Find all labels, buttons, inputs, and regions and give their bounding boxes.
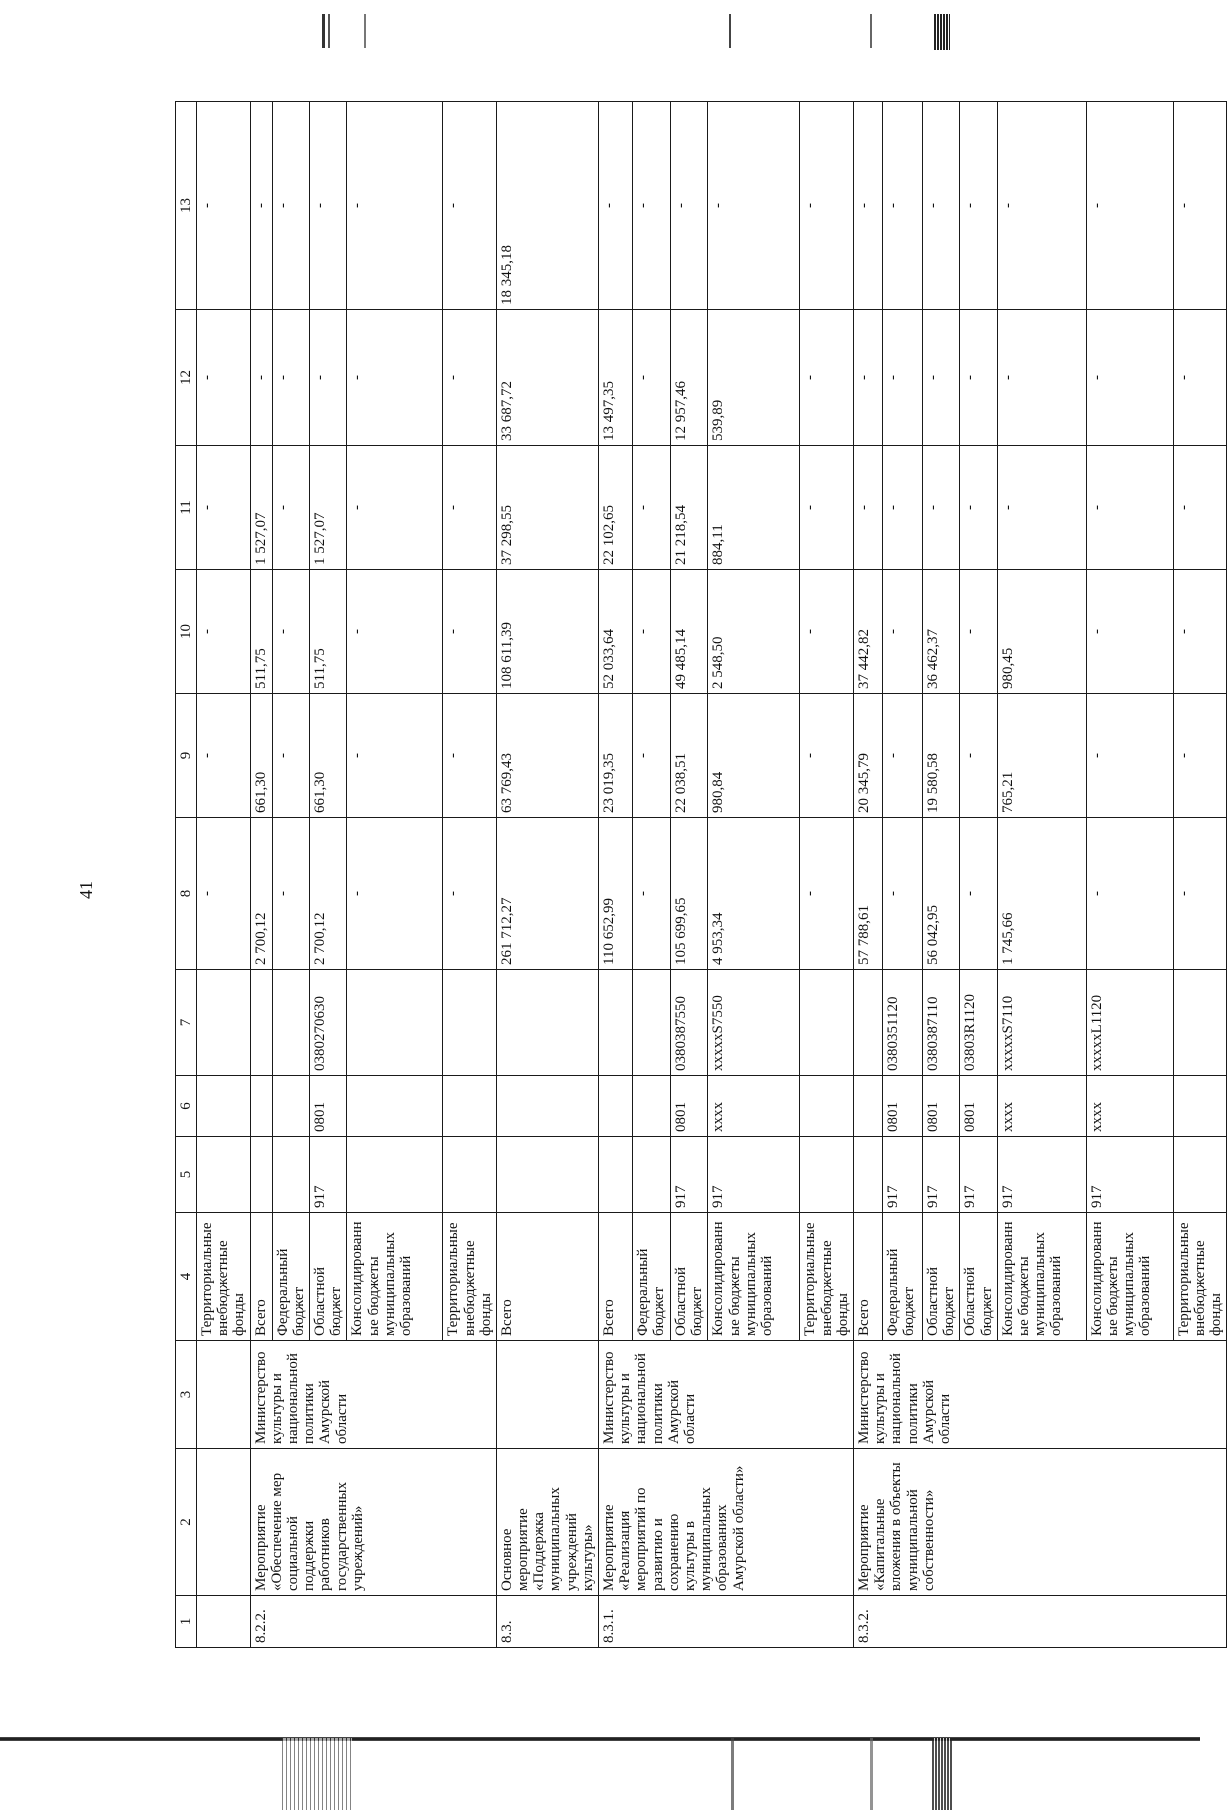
item-number: 8.3.1. — [599, 1596, 854, 1648]
value-cell: - — [853, 446, 882, 570]
value-cell: - — [882, 570, 922, 694]
cell — [853, 1137, 882, 1213]
value-cell: - — [800, 818, 854, 970]
header-cell: 4 — [176, 1213, 197, 1341]
value-cell: - — [633, 446, 671, 570]
value-cell: - — [1173, 446, 1227, 570]
value-cell: 13 497,35 — [599, 310, 633, 446]
cell — [347, 970, 443, 1076]
value-cell: 37 298,55 — [496, 446, 598, 570]
value-cell: - — [197, 694, 251, 818]
header-cell: 9 — [176, 694, 197, 818]
scan-mark — [364, 14, 366, 48]
value-cell: 1 527,07 — [250, 446, 272, 570]
value-cell: - — [882, 102, 922, 310]
value-cell: - — [997, 446, 1086, 570]
source-cell: Всего — [250, 1213, 272, 1341]
cell — [496, 970, 598, 1076]
budget-table-container — [175, 102, 1225, 1648]
cell: 917 — [309, 1137, 346, 1213]
value-cell: - — [633, 694, 671, 818]
cell: 917 — [708, 1137, 800, 1213]
value-cell: - — [633, 310, 671, 446]
cell — [853, 1076, 882, 1137]
value-cell: - — [853, 102, 882, 310]
cell: 0380387110 — [922, 970, 959, 1076]
value-cell: - — [347, 102, 443, 310]
value-cell: 56 042,95 — [922, 818, 959, 970]
source-cell: Всего — [496, 1213, 598, 1341]
cell — [800, 970, 854, 1076]
header-row — [176, 102, 197, 1648]
cell: xxxxxS7550 — [708, 970, 800, 1076]
value-cell: - — [309, 310, 346, 446]
value-cell: 18 345,18 — [496, 102, 598, 310]
header-cell: 3 — [176, 1341, 197, 1449]
value-cell: - — [347, 818, 443, 970]
cell: 0801 — [671, 1076, 708, 1137]
value-cell: - — [443, 818, 497, 970]
value-cell: - — [800, 694, 854, 818]
value-cell: 4 953,34 — [708, 818, 800, 970]
cell — [197, 1596, 251, 1648]
value-cell: - — [997, 102, 1086, 310]
cell: 0801 — [309, 1076, 346, 1137]
cell — [197, 1449, 251, 1596]
value-cell: 511,75 — [309, 570, 346, 694]
value-cell: 661,30 — [309, 694, 346, 818]
source-cell: Областной бюджет — [671, 1213, 708, 1341]
cell — [250, 1076, 272, 1137]
source-cell: Федеральный бюджет — [272, 1213, 309, 1341]
value-cell: - — [922, 446, 959, 570]
value-cell: - — [599, 102, 633, 310]
value-cell: 22 102,65 — [599, 446, 633, 570]
value-cell: - — [1173, 818, 1227, 970]
value-cell: - — [633, 102, 671, 310]
cell: xxxx — [708, 1076, 800, 1137]
cell — [599, 970, 633, 1076]
source-cell: Территориальные внебюджетные фонды — [800, 1213, 854, 1341]
value-cell: - — [443, 310, 497, 446]
value-cell: - — [960, 102, 997, 310]
value-cell: - — [853, 310, 882, 446]
table-row — [496, 102, 598, 1648]
value-cell: 36 462,37 — [922, 570, 959, 694]
item-number: 8.3.2. — [853, 1596, 1226, 1648]
executor: Министерство культуры и национальной политики Амурской области — [599, 1341, 854, 1449]
value-cell: 110 652,99 — [599, 818, 633, 970]
value-cell: - — [250, 102, 272, 310]
value-cell: - — [250, 310, 272, 446]
cell — [800, 1076, 854, 1137]
header-cell: 13 — [176, 102, 197, 310]
cell — [496, 1076, 598, 1137]
value-cell: - — [197, 102, 251, 310]
value-cell: 19 580,58 — [922, 694, 959, 818]
value-cell: - — [197, 570, 251, 694]
value-cell: 63 769,43 — [496, 694, 598, 818]
table-row — [853, 102, 882, 1648]
value-cell: - — [633, 570, 671, 694]
value-cell: - — [1086, 570, 1173, 694]
header-cell: 8 — [176, 818, 197, 970]
value-cell: 22 038,51 — [671, 694, 708, 818]
cell — [800, 1137, 854, 1213]
value-cell: 105 699,65 — [671, 818, 708, 970]
value-cell: - — [882, 446, 922, 570]
cell — [197, 970, 251, 1076]
cell — [1173, 970, 1227, 1076]
scan-mark — [322, 14, 325, 48]
value-cell: - — [272, 310, 309, 446]
scan-artifact-top — [0, 0, 1200, 60]
item-number: 8.2.2. — [250, 1596, 496, 1648]
value-cell: - — [882, 310, 922, 446]
scan-mark — [729, 14, 731, 48]
cell — [250, 970, 272, 1076]
item-name: Мероприятие «Реализация мероприятий по развитию и сохранению культуры в муниципальных образованиях Амурской области» — [599, 1449, 854, 1596]
value-cell: - — [800, 446, 854, 570]
cell — [443, 1137, 497, 1213]
source-cell: Федеральный бюджет — [882, 1213, 922, 1341]
source-cell: Областной бюджет — [309, 1213, 346, 1341]
table-row — [250, 102, 272, 1648]
table-row — [197, 102, 251, 1648]
cell: 917 — [997, 1137, 1086, 1213]
value-cell: - — [443, 694, 497, 818]
value-cell: - — [272, 446, 309, 570]
source-cell: Областной бюджет — [922, 1213, 959, 1341]
executor: Министерство культуры и национальной политики Амурской области — [250, 1341, 496, 1449]
value-cell: - — [309, 102, 346, 310]
value-cell: 52 033,64 — [599, 570, 633, 694]
cell — [197, 1341, 251, 1449]
value-cell: - — [800, 310, 854, 446]
cell — [599, 1076, 633, 1137]
value-cell: 980,45 — [997, 570, 1086, 694]
value-cell: 33 687,72 — [496, 310, 598, 446]
value-cell: 108 611,39 — [496, 570, 598, 694]
source-cell: Консолидированные бюджеты муниципальных образований — [708, 1213, 800, 1341]
cell — [599, 1137, 633, 1213]
scan-mark — [870, 14, 872, 48]
value-cell: 661,30 — [250, 694, 272, 818]
cell — [633, 1137, 671, 1213]
value-cell: - — [347, 310, 443, 446]
item-number: 8.3. — [496, 1596, 598, 1648]
value-cell: - — [443, 102, 497, 310]
value-cell: 1 527,07 — [309, 446, 346, 570]
value-cell: - — [960, 694, 997, 818]
item-name: Мероприятие «Обеспечение мер социальной поддержки работников государственных учреждений» — [250, 1449, 496, 1596]
value-cell: 23 019,35 — [599, 694, 633, 818]
source-cell: Консолидированные бюджеты муниципальных образований — [1086, 1213, 1173, 1341]
source-cell: Консолидированные бюджеты муниципальных образований — [347, 1213, 443, 1341]
cell: 917 — [882, 1137, 922, 1213]
source-cell: Всего — [599, 1213, 633, 1341]
cell: xxxx — [997, 1076, 1086, 1137]
cell — [496, 1137, 598, 1213]
header-cell: 7 — [176, 970, 197, 1076]
value-cell: - — [443, 570, 497, 694]
value-cell: 765,21 — [997, 694, 1086, 818]
cell — [272, 1137, 309, 1213]
header-cell: 5 — [176, 1137, 197, 1213]
value-cell: 57 788,61 — [853, 818, 882, 970]
value-cell: - — [1173, 310, 1227, 446]
value-cell: - — [1086, 102, 1173, 310]
value-cell: 2 548,50 — [708, 570, 800, 694]
value-cell: - — [1086, 694, 1173, 818]
value-cell: - — [1086, 818, 1173, 970]
header-cell: 11 — [176, 446, 197, 570]
value-cell: - — [272, 694, 309, 818]
cell: 0801 — [922, 1076, 959, 1137]
value-cell: 2 700,12 — [309, 818, 346, 970]
header-cell: 12 — [176, 310, 197, 446]
cell: 0801 — [882, 1076, 922, 1137]
value-cell: - — [1086, 310, 1173, 446]
cell — [443, 1076, 497, 1137]
scan-mark — [870, 1738, 873, 1810]
value-cell: 1 745,66 — [997, 818, 1086, 970]
source-cell: Территориальные внебюджетные фонды — [197, 1213, 251, 1341]
cell: 0380351120 — [882, 970, 922, 1076]
value-cell: - — [882, 694, 922, 818]
cell: 917 — [1086, 1137, 1173, 1213]
value-cell: - — [960, 310, 997, 446]
cell — [1173, 1076, 1227, 1137]
executor — [496, 1341, 598, 1449]
value-cell: 20 345,79 — [853, 694, 882, 818]
cell: 917 — [671, 1137, 708, 1213]
header-cell: 1 — [176, 1596, 197, 1648]
value-cell: - — [922, 310, 959, 446]
cell: 03803R1120 — [960, 970, 997, 1076]
value-cell: - — [922, 102, 959, 310]
source-cell: Консолидированные бюджеты муниципальных образований — [997, 1213, 1086, 1341]
value-cell: 37 442,82 — [853, 570, 882, 694]
value-cell: - — [633, 818, 671, 970]
cell: 0801 — [960, 1076, 997, 1137]
value-cell: - — [197, 446, 251, 570]
cell — [197, 1076, 251, 1137]
executor: Министерство культуры и национальной политики Амурской области — [853, 1341, 1226, 1449]
source-cell: Всего — [853, 1213, 882, 1341]
cell: xxxxxL1120 — [1086, 970, 1173, 1076]
value-cell: 49 485,14 — [671, 570, 708, 694]
value-cell: - — [997, 310, 1086, 446]
value-cell: - — [1173, 694, 1227, 818]
budget-table — [175, 101, 1227, 1648]
cell: xxxx — [1086, 1076, 1173, 1137]
value-cell: - — [800, 102, 854, 310]
cell — [443, 970, 497, 1076]
cell — [633, 1076, 671, 1137]
scan-mark — [731, 1738, 734, 1810]
value-cell: - — [960, 818, 997, 970]
value-cell: - — [347, 446, 443, 570]
header-cell: 10 — [176, 570, 197, 694]
scan-mark — [934, 14, 950, 50]
source-cell: Федеральный бюджет — [633, 1213, 671, 1341]
value-cell: - — [960, 570, 997, 694]
cell: 917 — [960, 1137, 997, 1213]
value-cell: - — [347, 694, 443, 818]
scan-mark — [282, 1738, 352, 1810]
value-cell: - — [1086, 446, 1173, 570]
value-cell: 980,84 — [708, 694, 800, 818]
table-row — [599, 102, 633, 1648]
value-cell: - — [272, 818, 309, 970]
cell — [347, 1076, 443, 1137]
value-cell: - — [708, 102, 800, 310]
header-cell: 2 — [176, 1449, 197, 1596]
cell — [853, 970, 882, 1076]
scan-mark — [328, 14, 330, 48]
value-cell: - — [800, 570, 854, 694]
value-cell: 21 218,54 — [671, 446, 708, 570]
value-cell: - — [1173, 102, 1227, 310]
item-name: Основное мероприятие «Поддержка муниципальных учреждений культуры» — [496, 1449, 598, 1596]
cell: 0380387550 — [671, 970, 708, 1076]
source-cell: Территориальные внебюджетные фонды — [443, 1213, 497, 1341]
value-cell: - — [960, 446, 997, 570]
value-cell: - — [272, 570, 309, 694]
value-cell: 884,11 — [708, 446, 800, 570]
scan-mark — [932, 1738, 952, 1810]
value-cell: - — [197, 310, 251, 446]
value-cell: - — [882, 818, 922, 970]
cell: 0380270630 — [309, 970, 346, 1076]
value-cell: - — [347, 570, 443, 694]
cell — [633, 970, 671, 1076]
value-cell: 12 957,46 — [671, 310, 708, 446]
cell: xxxxxS7110 — [997, 970, 1086, 1076]
value-cell: - — [443, 446, 497, 570]
cell — [1173, 1137, 1227, 1213]
value-cell: 2 700,12 — [250, 818, 272, 970]
header-cell: 6 — [176, 1076, 197, 1137]
cell: 917 — [922, 1137, 959, 1213]
scan-fold-line — [0, 1737, 1200, 1741]
cell — [347, 1137, 443, 1213]
cell — [272, 970, 309, 1076]
value-cell: - — [671, 102, 708, 310]
value-cell: 261 712,27 — [496, 818, 598, 970]
value-cell: 511,75 — [250, 570, 272, 694]
page-number: 41 — [76, 881, 96, 899]
value-cell: - — [197, 818, 251, 970]
item-name: Мероприятие «Капитальные вложения в объекты муниципальной собственности» — [853, 1449, 1226, 1596]
source-cell: Областной бюджет — [960, 1213, 997, 1341]
cell — [197, 1137, 251, 1213]
cell — [250, 1137, 272, 1213]
value-cell: - — [272, 102, 309, 310]
source-cell: Территориальные внебюджетные фонды — [1173, 1213, 1227, 1341]
value-cell: - — [1173, 570, 1227, 694]
cell — [272, 1076, 309, 1137]
value-cell: 539,89 — [708, 310, 800, 446]
